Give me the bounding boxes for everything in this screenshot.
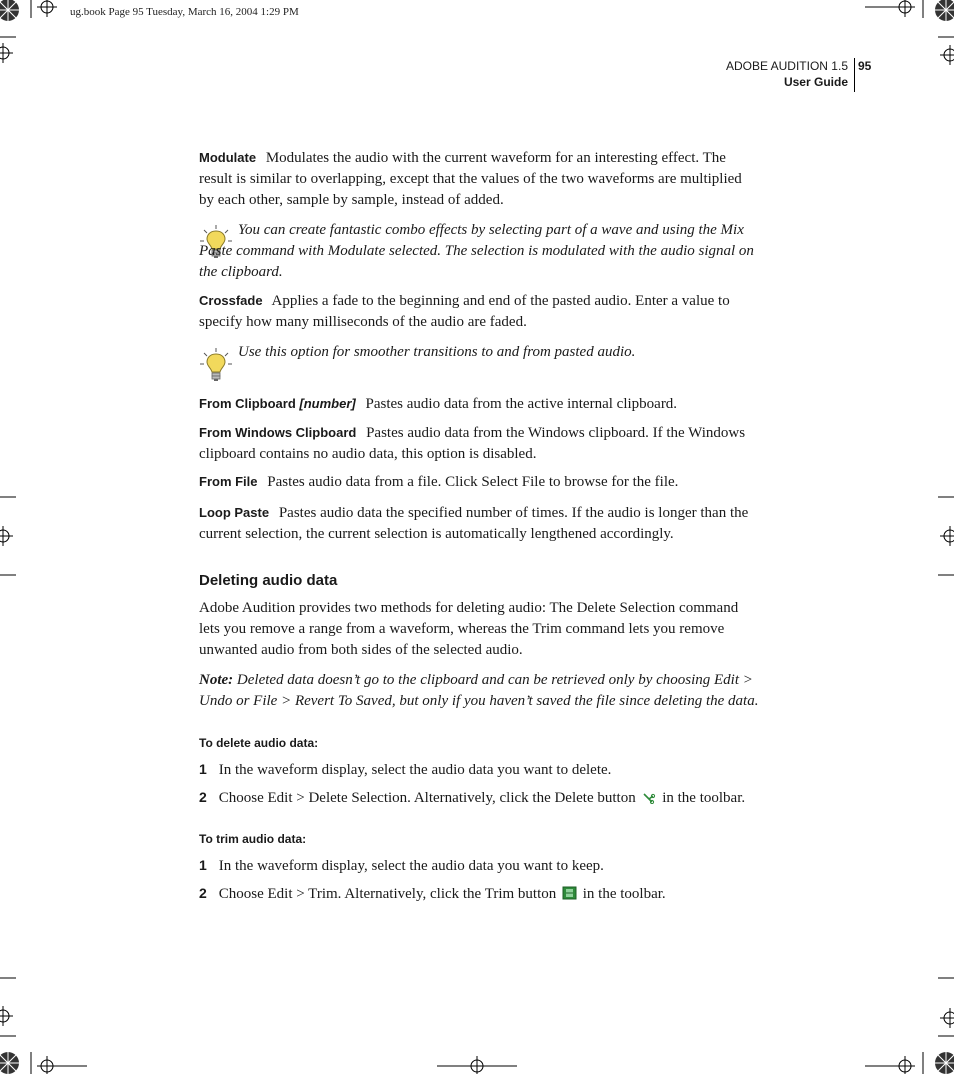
step-text-after: in the toolbar. — [662, 790, 746, 806]
from-windows-clipboard-text: Pastes audio data from the Windows clipboard. If the Windows clipboard contains no audio data, this option is disabled. — [199, 425, 746, 462]
tip-smoother-transitions: Use this option for smoother transitions to and from pasted audio. — [238, 344, 636, 360]
section-heading: Deleting audio data — [199, 572, 338, 589]
step-text: In the waveform display, select the audio data you want to delete. — [218, 762, 612, 778]
loop-paste-term: Loop Paste — [199, 505, 270, 520]
delete-selection-icon — [641, 790, 656, 804]
loop-paste-entry — [199, 502, 759, 545]
modulate-text: Modulates the audio with the current waveform for an interesting effect. The result is similar to overlapping, except that the values of the two waveforms are multiplied by each other, sample by sample, instead of added. — [199, 150, 742, 208]
delete-step-2 — [199, 787, 769, 809]
step-text-before: Choose Edit > Trim. Alternatively, click the Trim button — [218, 886, 557, 902]
delete-step-1 — [199, 759, 769, 781]
trim-icon — [562, 886, 577, 900]
from-file-term: From File — [199, 474, 258, 489]
running-header-title: ADOBE AUDITION 1.5 — [725, 59, 848, 73]
page-number: 95 — [858, 59, 872, 73]
note-text: Deleted data doesn’t go to the clipboard and can be retrieved only by choosing Edit > Undo or File > Revert To Saved, but only if you haven’t saved the file since deleting the data. — [199, 672, 759, 709]
step-text-before: Choose Edit > Delete Selection. Alternatively, click the Delete button — [218, 790, 636, 806]
from-file-entry — [199, 471, 759, 493]
step-number: 1 — [199, 857, 207, 873]
from-file-text: Pastes audio data from a file. Click Select File to browse for the file. — [267, 474, 679, 490]
running-header-subtitle: User Guide — [783, 75, 848, 89]
section-note — [199, 670, 759, 712]
trim-step-1 — [199, 855, 769, 877]
header-divider — [854, 58, 855, 92]
step-number: 1 — [199, 761, 207, 777]
from-clipboard-text: Pastes audio data from the active internal clipboard. — [365, 396, 678, 412]
crossfade-term: Crossfade — [199, 293, 263, 308]
modulate-entry — [199, 147, 759, 211]
crossfade-entry — [199, 290, 759, 333]
crossfade-text: Applies a fade to the beginning and end of the pasted audio. Enter a value to specify how many milliseconds of the audio are faded. — [199, 293, 730, 330]
tip-combo-effects: You can create fantastic combo effects by selecting part of a wave and using the Mix Paste command with Modulate selected. The selection is modulated with the audio signal on the clipboard. — [199, 222, 754, 280]
delete-procedure-heading: To delete audio data: — [199, 736, 319, 750]
step-number: 2 — [199, 789, 207, 805]
from-clipboard-entry — [199, 393, 759, 415]
trim-procedure-heading: To trim audio data: — [199, 832, 307, 846]
step-number: 2 — [199, 885, 207, 901]
step-text: In the waveform display, select the audio data you want to keep. — [218, 858, 604, 874]
print-slug: ug.book Page 95 Tuesday, March 16, 2004 1:29 PM — [70, 6, 299, 18]
from-clipboard-term: From Clipboard [number] — [199, 396, 356, 411]
note-label: Note: — [199, 672, 234, 688]
from-windows-clipboard-term: From Windows Clipboard — [199, 425, 357, 440]
step-text-after: in the toolbar. — [582, 886, 666, 902]
section-intro: Adobe Audition provides two methods for deleting audio: The Delete Selection command lets you remove a range from a waveform, whereas the Trim command lets you remove unwanted audio from both sides of the selected audio. — [199, 600, 739, 658]
loop-paste-text: Pastes audio data the specified number of times. If the audio is longer than the current selection, the current selection is automatically lengthened accordingly. — [199, 505, 749, 542]
from-windows-clipboard-entry — [199, 422, 759, 465]
trim-step-2 — [199, 883, 769, 905]
modulate-term: Modulate — [199, 150, 257, 165]
